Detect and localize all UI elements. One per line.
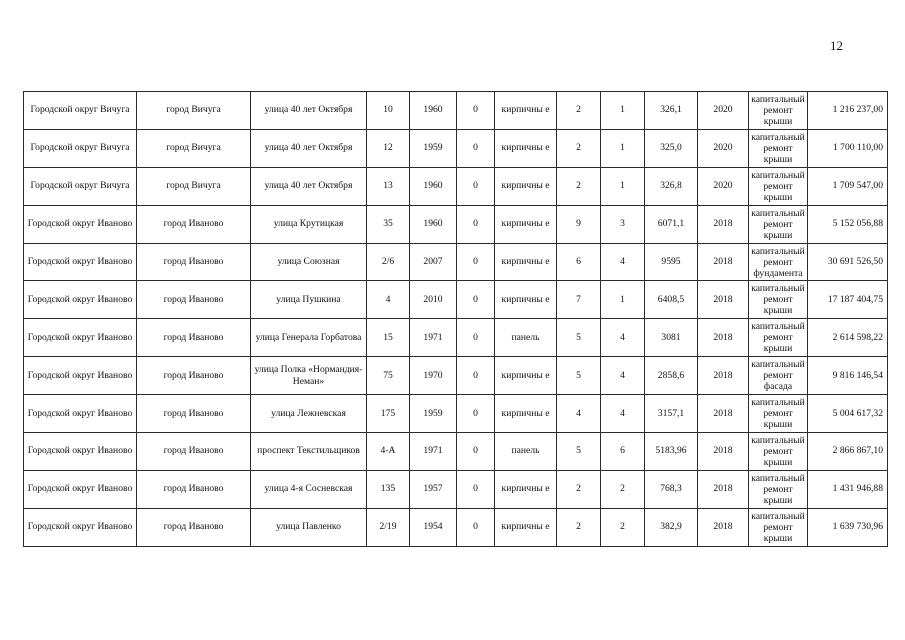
cell-wall-material: кирпичны е [495, 357, 557, 395]
cell-cost: 1 709 547,00 [808, 167, 888, 205]
cell-work-type: капитальный ремонт крыши [749, 433, 808, 471]
cell-district: Городской округ Иваново [24, 357, 137, 395]
cell-district: Городской округ Иваново [24, 319, 137, 357]
cell-work-type: капитальный ремонт крыши [749, 281, 808, 319]
cell-district: Городской округ Вичуга [24, 167, 137, 205]
cell-street: улица 40 лет Октября [251, 92, 367, 130]
cell-wall-material: панель [495, 433, 557, 471]
table-row [24, 319, 888, 357]
cell-entrances: 4 [601, 357, 645, 395]
table-body [24, 92, 888, 547]
cell-street: улица 4-я Сосневская [251, 470, 367, 508]
table-row [24, 92, 888, 130]
cell-house-number: 75 [367, 357, 410, 395]
table-row [24, 243, 888, 281]
cell-entrances: 6 [601, 433, 645, 471]
cell-build-year: 1954 [410, 508, 457, 546]
cell-street: улица Генерала Горбатова [251, 319, 367, 357]
cell-area: 6408,5 [645, 281, 698, 319]
cell-city: город Вичуга [137, 167, 251, 205]
cell-area: 326,1 [645, 92, 698, 130]
cell-district: Городской округ Иваново [24, 281, 137, 319]
cell-plan-year: 2020 [698, 129, 749, 167]
cell-city: город Иваново [137, 470, 251, 508]
cell-build-year: 1971 [410, 319, 457, 357]
cell-floors: 2 [557, 129, 601, 167]
table-row [24, 433, 888, 471]
cell-street: улица Лежневская [251, 395, 367, 433]
cell-area: 325,0 [645, 129, 698, 167]
cell-city: город Вичуга [137, 129, 251, 167]
cell-district: Городской округ Вичуга [24, 92, 137, 130]
table-row [24, 395, 888, 433]
cell-district: Городской округ Иваново [24, 508, 137, 546]
cell-flag: 0 [457, 433, 495, 471]
cell-area: 6071,1 [645, 205, 698, 243]
table-row [24, 205, 888, 243]
cell-flag: 0 [457, 205, 495, 243]
cell-wall-material: кирпичны е [495, 205, 557, 243]
cell-street: улица Полка «Нормандия-Неман» [251, 357, 367, 395]
cell-work-type: капитальный ремонт крыши [749, 92, 808, 130]
cell-floors: 5 [557, 433, 601, 471]
cell-plan-year: 2020 [698, 167, 749, 205]
cell-street: проспект Текстильщиков [251, 433, 367, 471]
cell-cost: 1 431 946,88 [808, 470, 888, 508]
cell-work-type: капитальный ремонт крыши [749, 508, 808, 546]
cell-wall-material: кирпичны е [495, 470, 557, 508]
cell-entrances: 1 [601, 92, 645, 130]
cell-city: город Иваново [137, 281, 251, 319]
cell-street: улица Крутицкая [251, 205, 367, 243]
cell-city: город Иваново [137, 357, 251, 395]
cell-area: 382,9 [645, 508, 698, 546]
cell-build-year: 2010 [410, 281, 457, 319]
cell-cost: 1 700 110,00 [808, 129, 888, 167]
cell-street: улица Павленко [251, 508, 367, 546]
cell-city: город Вичуга [137, 92, 251, 130]
cell-wall-material: панель [495, 319, 557, 357]
table-row [24, 508, 888, 546]
cell-entrances: 2 [601, 470, 645, 508]
cell-work-type: капитальный ремонт крыши [749, 129, 808, 167]
cell-area: 326,8 [645, 167, 698, 205]
cell-cost: 1 216 237,00 [808, 92, 888, 130]
cell-city: город Иваново [137, 319, 251, 357]
cell-entrances: 1 [601, 129, 645, 167]
cell-flag: 0 [457, 395, 495, 433]
cell-house-number: 10 [367, 92, 410, 130]
cell-work-type: капитальный ремонт фасада [749, 357, 808, 395]
cell-city: город Иваново [137, 395, 251, 433]
cell-entrances: 1 [601, 281, 645, 319]
cell-entrances: 3 [601, 205, 645, 243]
cell-build-year: 1960 [410, 167, 457, 205]
cell-flag: 0 [457, 319, 495, 357]
cell-floors: 4 [557, 395, 601, 433]
cell-district: Городской округ Иваново [24, 395, 137, 433]
cell-flag: 0 [457, 281, 495, 319]
cell-plan-year: 2018 [698, 357, 749, 395]
cell-floors: 9 [557, 205, 601, 243]
cell-district: Городской округ Вичуга [24, 129, 137, 167]
cell-cost: 1 639 730,96 [808, 508, 888, 546]
cell-wall-material: кирпичны е [495, 129, 557, 167]
cell-cost: 5 004 617,32 [808, 395, 888, 433]
cell-area: 3157,1 [645, 395, 698, 433]
cell-plan-year: 2018 [698, 508, 749, 546]
cell-plan-year: 2018 [698, 281, 749, 319]
cell-work-type: капитальный ремонт крыши [749, 205, 808, 243]
cell-work-type: капитальный ремонт крыши [749, 395, 808, 433]
cell-area: 3081 [645, 319, 698, 357]
cell-street: улица Союзная [251, 243, 367, 281]
cell-entrances: 4 [601, 395, 645, 433]
cell-flag: 0 [457, 508, 495, 546]
cell-floors: 5 [557, 357, 601, 395]
cell-city: город Иваново [137, 243, 251, 281]
cell-plan-year: 2018 [698, 205, 749, 243]
cell-flag: 0 [457, 167, 495, 205]
housing-repair-table [23, 91, 888, 547]
cell-floors: 5 [557, 319, 601, 357]
cell-city: город Иваново [137, 205, 251, 243]
cell-work-type: капитальный ремонт крыши [749, 470, 808, 508]
cell-floors: 2 [557, 92, 601, 130]
cell-house-number: 4 [367, 281, 410, 319]
cell-build-year: 1960 [410, 92, 457, 130]
cell-build-year: 1960 [410, 205, 457, 243]
cell-wall-material: кирпичны е [495, 395, 557, 433]
cell-city: город Иваново [137, 433, 251, 471]
cell-entrances: 4 [601, 243, 645, 281]
cell-wall-material: кирпичны е [495, 281, 557, 319]
cell-plan-year: 2018 [698, 433, 749, 471]
cell-district: Городской округ Иваново [24, 470, 137, 508]
cell-area: 768,3 [645, 470, 698, 508]
cell-build-year: 1970 [410, 357, 457, 395]
cell-build-year: 1957 [410, 470, 457, 508]
cell-district: Городской округ Иваново [24, 243, 137, 281]
cell-plan-year: 2018 [698, 243, 749, 281]
cell-floors: 6 [557, 243, 601, 281]
cell-wall-material: кирпичны е [495, 243, 557, 281]
table-row [24, 281, 888, 319]
table-row [24, 357, 888, 395]
cell-build-year: 1971 [410, 433, 457, 471]
cell-house-number: 13 [367, 167, 410, 205]
cell-house-number: 15 [367, 319, 410, 357]
cell-house-number: 4-А [367, 433, 410, 471]
cell-area: 2858,6 [645, 357, 698, 395]
cell-entrances: 4 [601, 319, 645, 357]
cell-city: город Иваново [137, 508, 251, 546]
cell-plan-year: 2020 [698, 92, 749, 130]
cell-cost: 2 614 598,22 [808, 319, 888, 357]
cell-house-number: 2/6 [367, 243, 410, 281]
cell-house-number: 2/19 [367, 508, 410, 546]
cell-build-year: 1959 [410, 129, 457, 167]
cell-work-type: капитальный ремонт фундамента [749, 243, 808, 281]
cell-street: улица 40 лет Октября [251, 129, 367, 167]
cell-house-number: 35 [367, 205, 410, 243]
cell-area: 5183,96 [645, 433, 698, 471]
cell-floors: 7 [557, 281, 601, 319]
cell-cost: 30 691 526,50 [808, 243, 888, 281]
cell-floors: 2 [557, 167, 601, 205]
cell-plan-year: 2018 [698, 319, 749, 357]
cell-house-number: 175 [367, 395, 410, 433]
cell-plan-year: 2018 [698, 470, 749, 508]
cell-build-year: 1959 [410, 395, 457, 433]
cell-build-year: 2007 [410, 243, 457, 281]
cell-floors: 2 [557, 508, 601, 546]
cell-district: Городской округ Иваново [24, 433, 137, 471]
cell-wall-material: кирпичны е [495, 508, 557, 546]
table-row [24, 470, 888, 508]
cell-area: 9595 [645, 243, 698, 281]
cell-work-type: капитальный ремонт крыши [749, 167, 808, 205]
cell-flag: 0 [457, 357, 495, 395]
cell-work-type: капитальный ремонт крыши [749, 319, 808, 357]
cell-plan-year: 2018 [698, 395, 749, 433]
table-row [24, 167, 888, 205]
table-row [24, 129, 888, 167]
cell-district: Городской округ Иваново [24, 205, 137, 243]
cell-cost: 5 152 056,88 [808, 205, 888, 243]
cell-house-number: 12 [367, 129, 410, 167]
cell-flag: 0 [457, 243, 495, 281]
cell-cost: 2 866 867,10 [808, 433, 888, 471]
cell-entrances: 2 [601, 508, 645, 546]
cell-flag: 0 [457, 470, 495, 508]
cell-wall-material: кирпичны е [495, 167, 557, 205]
cell-wall-material: кирпичны е [495, 92, 557, 130]
cell-flag: 0 [457, 92, 495, 130]
page-number: 12 [830, 38, 843, 53]
cell-floors: 2 [557, 470, 601, 508]
cell-flag: 0 [457, 129, 495, 167]
cell-house-number: 135 [367, 470, 410, 508]
cell-street: улица Пушкина [251, 281, 367, 319]
cell-cost: 9 816 146,54 [808, 357, 888, 395]
cell-street: улица 40 лет Октября [251, 167, 367, 205]
cell-cost: 17 187 404,75 [808, 281, 888, 319]
cell-entrances: 1 [601, 167, 645, 205]
